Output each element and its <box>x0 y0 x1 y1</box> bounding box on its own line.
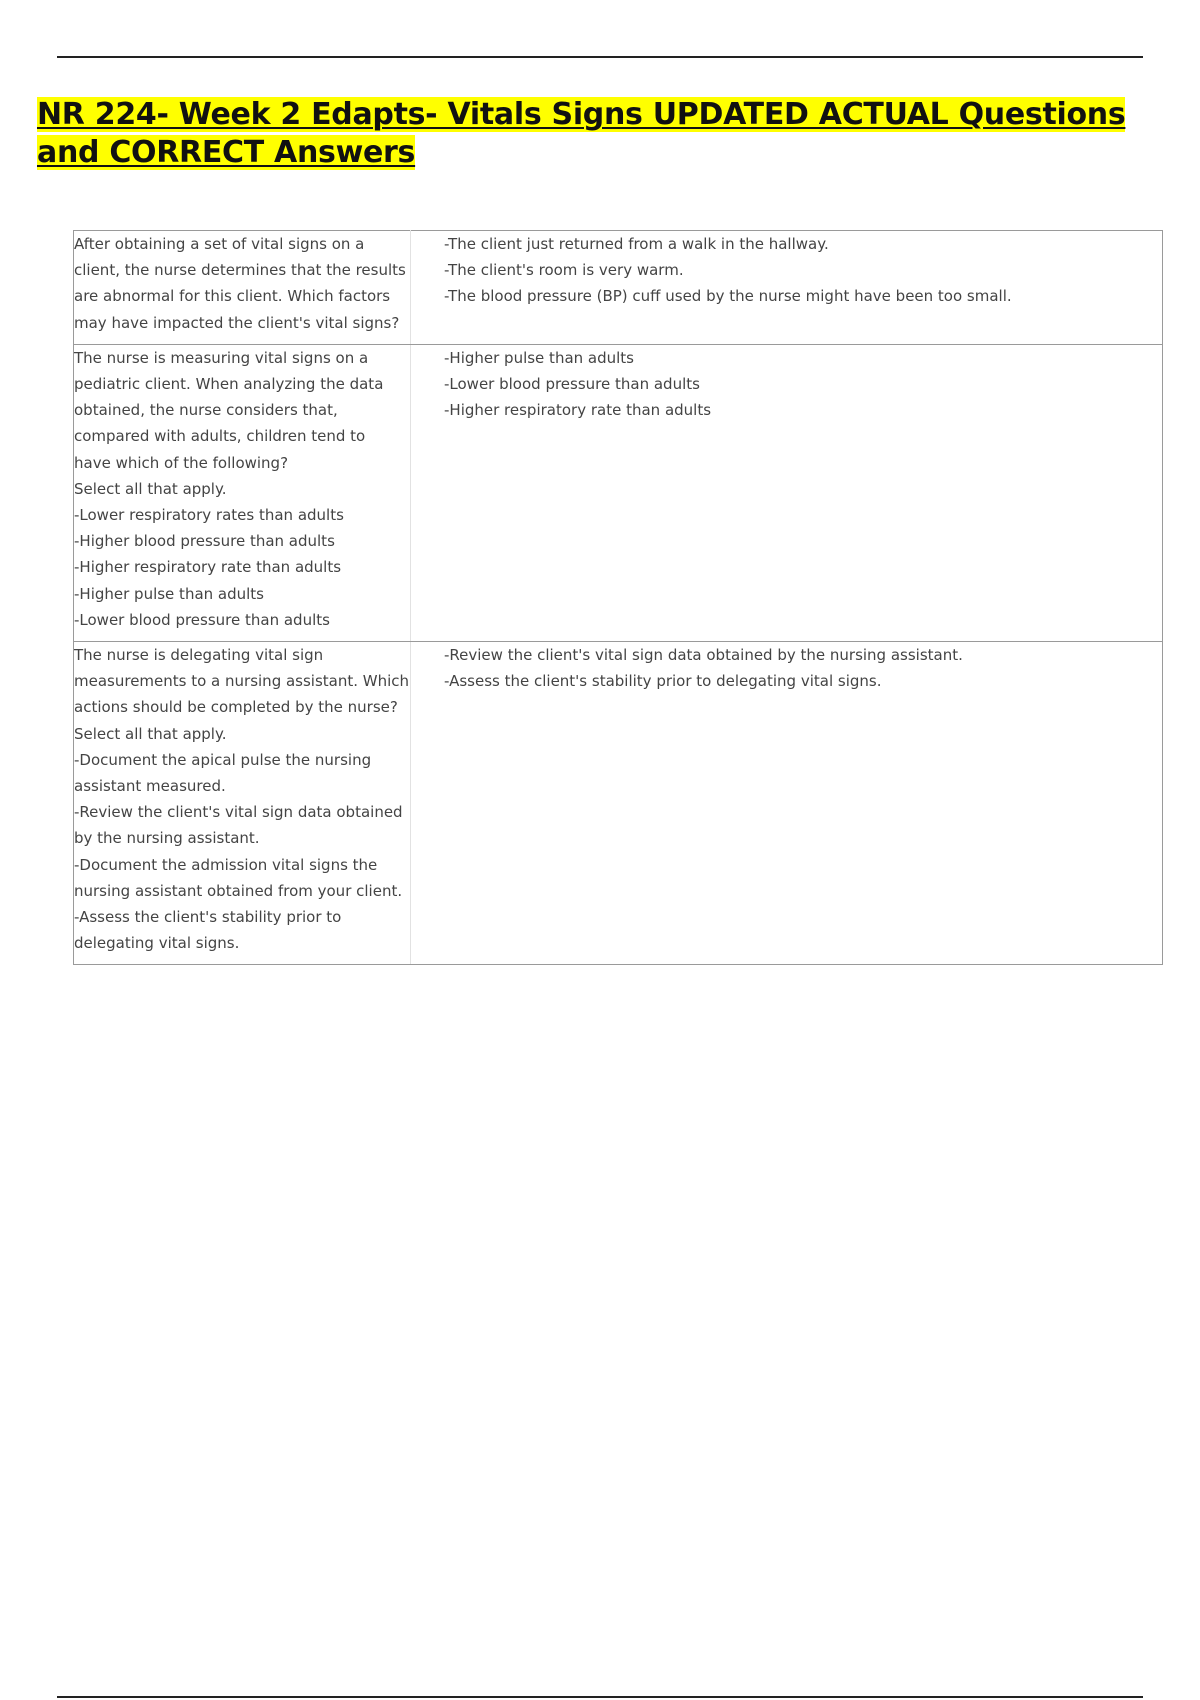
document-title-text: NR 224- Week 2 Edapts- Vitals Signs UPDATED ACTUAL Questions and CORRECT Answers <box>37 97 1126 170</box>
qa-row <box>74 344 1163 641</box>
question-line: -Assess the client's stability prior to <box>74 908 342 927</box>
question-line: -Review the client's vital sign data obtained <box>74 803 403 822</box>
question-line: The nurse is delegating vital sign <box>74 646 324 665</box>
qa-row <box>74 231 1163 345</box>
qa-table-body <box>74 231 1163 965</box>
question-cell <box>74 344 411 641</box>
answer-line: -Assess the client's stability prior to delegating vital signs. <box>444 672 882 691</box>
question-line: actions should be completed by the nurse? <box>74 698 398 717</box>
answer-line: -Review the client's vital sign data obtained by the nursing assistant. <box>444 646 963 665</box>
question-line: measurements to a nursing assistant. Which <box>74 672 410 691</box>
question-line: nursing assistant obtained from your client. <box>74 881 403 900</box>
question-line: are abnormal for this client. Which factors <box>74 287 391 306</box>
answer-line: -Lower blood pressure than adults <box>444 375 700 394</box>
question-cell <box>74 231 411 345</box>
qa-row <box>74 642 1163 965</box>
question-line: may have impacted the client's vital signs? <box>74 313 400 332</box>
question-line: have which of the following? <box>74 453 289 472</box>
question-line: -Document the apical pulse the nursing <box>74 750 372 769</box>
question-cell <box>74 642 411 965</box>
question-line: client, the nurse determines that the results <box>74 261 406 280</box>
answer-cell <box>411 344 1163 641</box>
answer-cell <box>411 642 1163 965</box>
footer-rule <box>57 1696 1143 1698</box>
question-line: obtained, the nurse considers that, <box>74 401 338 420</box>
question-line: -Lower blood pressure than adults <box>74 610 330 629</box>
answer-line: -Higher respiratory rate than adults <box>444 401 712 420</box>
question-line: pediatric client. When analyzing the data <box>74 375 384 394</box>
question-line: After obtaining a set of vital signs on a <box>74 235 365 253</box>
answer-line: -Higher pulse than adults <box>444 348 634 367</box>
question-line: -Document the admission vital signs the <box>74 855 378 874</box>
header-rule <box>57 56 1143 58</box>
question-line: -Higher respiratory rate than adults <box>74 558 342 577</box>
answer-line: -The client's room is very warm. <box>444 261 684 280</box>
qa-table <box>73 230 1163 965</box>
document-title <box>37 96 1157 172</box>
question-line: delegating vital signs. <box>74 934 240 953</box>
question-line: The nurse is measuring vital signs on a <box>74 348 369 367</box>
question-line: -Higher pulse than adults <box>74 584 264 603</box>
question-line: -Higher blood pressure than adults <box>74 532 335 551</box>
question-line: assistant measured. <box>74 777 226 796</box>
question-line: -Lower respiratory rates than adults <box>74 506 344 525</box>
question-line: compared with adults, children tend to <box>74 427 366 446</box>
question-line: Select all that apply. <box>74 479 227 498</box>
answer-line: -The blood pressure (BP) cuff used by the nurse might have been too small. <box>444 287 1012 306</box>
question-line: by the nursing assistant. <box>74 829 260 848</box>
answer-line: -The client just returned from a walk in the hallway. <box>444 235 829 253</box>
question-line: Select all that apply. <box>74 724 227 743</box>
answer-cell <box>411 231 1163 345</box>
